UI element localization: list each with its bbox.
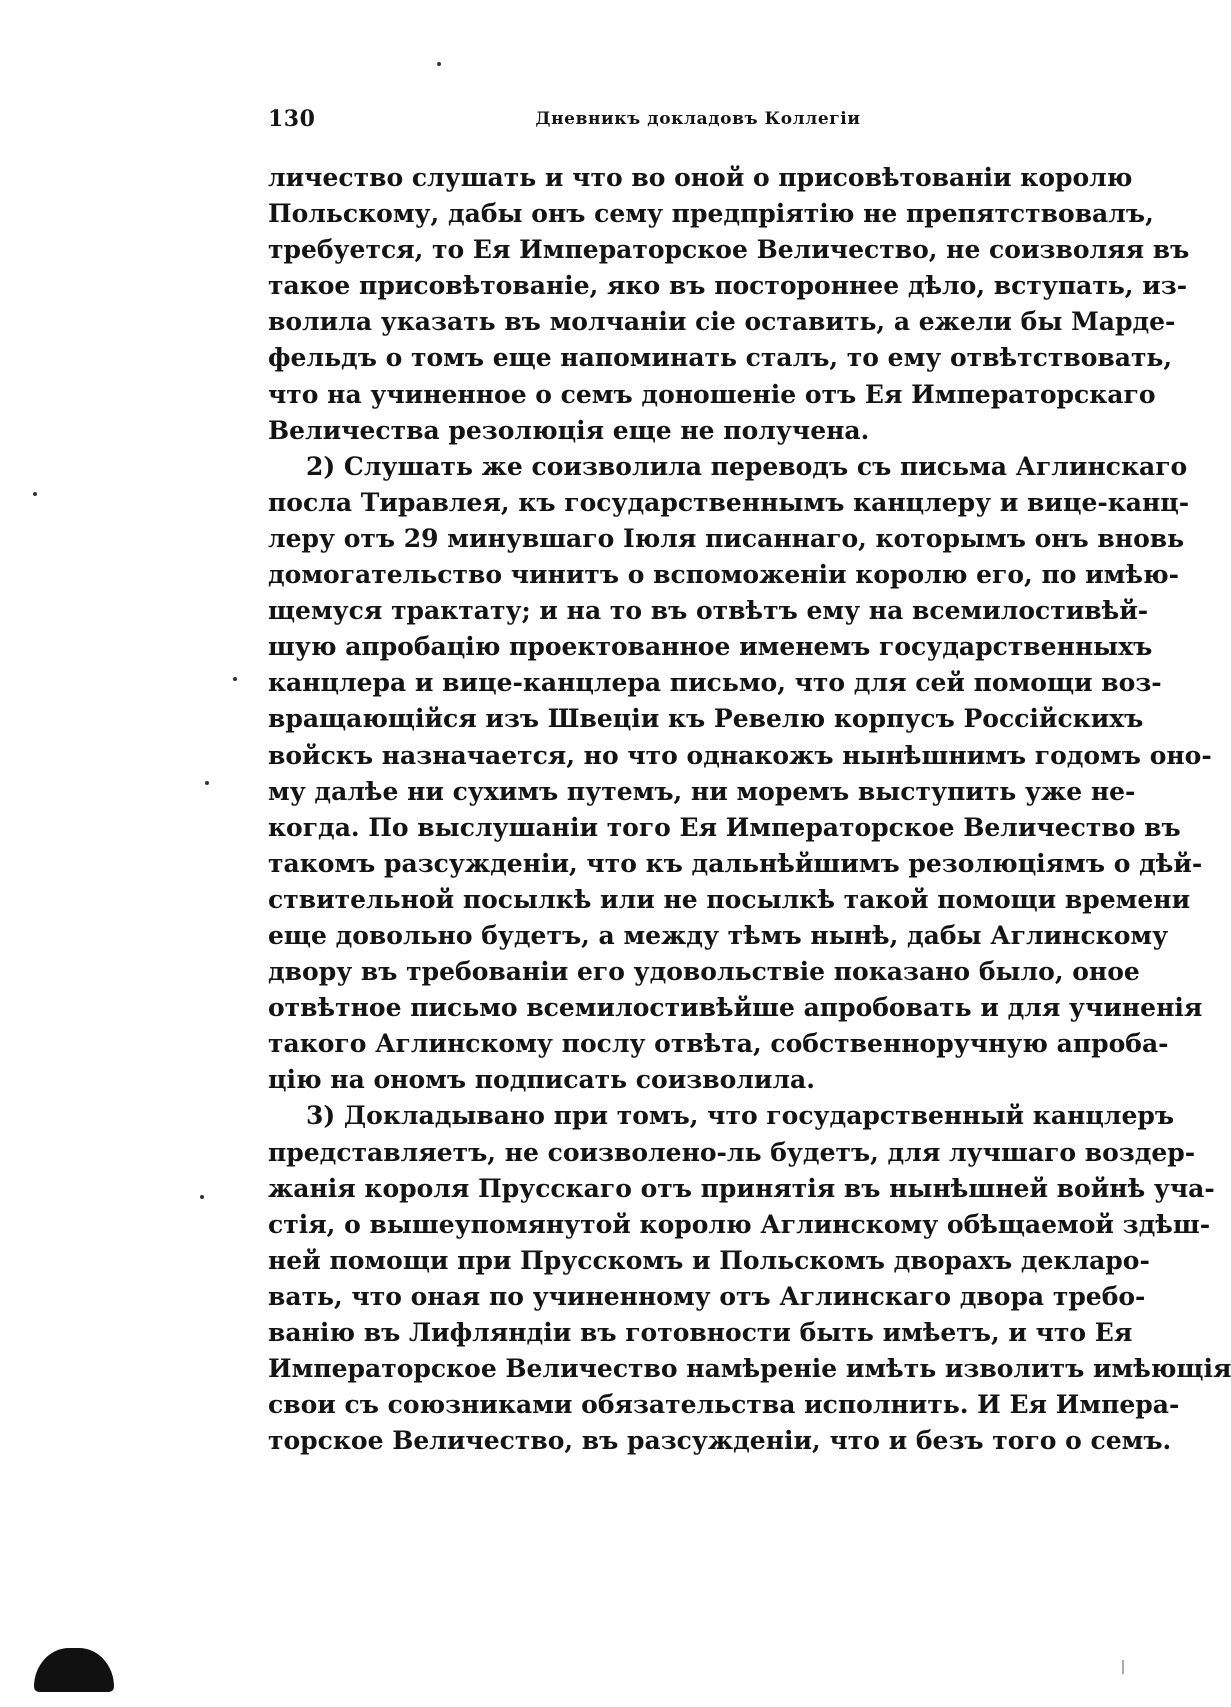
scan-speck [33,492,37,496]
text-line: отвѣтное письмо всемилостивѣйше апробовать и для учиненія [268,993,1203,1023]
text-line: щемуся трактату; и на то въ отвѣтъ ему на всемилостивѣй- [268,596,1149,626]
paragraph-start-line: 3) Докладывано при томъ, что государственный канцлеръ [306,1101,1175,1131]
text-line: ней помощи при Прусскомъ и Польскомъ дворахъ декларо- [268,1245,1150,1275]
text-line: волила указать въ молчаніи сіе оставить, а ежели бы Марде- [268,307,1176,337]
text-line: канцлера и вице-канцлера письмо, что для сей помощи воз- [268,668,1162,698]
text-line: что на учиненное о семъ доношеніе отъ Ея Императорскаго [268,379,1156,409]
body-text [268,160,1231,1459]
text-line: личество слушать и что во оной о присовѣтованіи королю [268,163,1133,192]
paragraph-start-line: 2) Слушать же соизволила переводъ съ письма Аглинскаго [306,451,1188,481]
text-line: требуется, то Ея Императорское Величество, не соизволяя въ [268,235,1190,265]
text-line: му далѣе ни сухимъ путемъ, ни моремъ выступить уже не- [268,776,1136,806]
text-line: ствительной посылкѣ или не посылкѣ такой помощи времени [268,884,1191,914]
ink-blot-mark [34,1648,114,1692]
scan-edge-mark [1122,1660,1124,1674]
text-line: вать, что оная по учиненному отъ Аглинскаго двора требо- [268,1281,1146,1311]
text-line: еще довольно будетъ, а между тѣмъ нынѣ, дабы Аглинскому [268,920,1169,950]
text-line: войскъ назначается, но что однакожъ нынѣшнимъ годомъ оно- [268,740,1212,770]
scan-speck [233,677,237,681]
text-line: ванію въ Лифляндіи въ готовности быть имѣетъ, и что Ея [268,1318,1133,1347]
page-number: 130 [268,106,316,132]
text-line: торское Величество, въ разсужденіи, что и безъ того о семъ. [268,1426,1172,1456]
text-line: посла Тиравлея, къ государственнымъ канцлеру и вице-канц- [268,487,1190,517]
text-line: такомъ разсужденіи, что къ дальнѣйшимъ резолюціямъ о дѣй- [268,848,1203,878]
text-line: такое присовѣтованіе, яко въ постороннее дѣло, вступать, из- [268,271,1188,301]
text-line: такого Аглинскому послу отвѣта, собственноручную апроба- [268,1029,1169,1059]
text-line: Польскому, дабы онъ сему предпріятію не препятствовалъ, [268,199,1154,229]
text-line: шую апробацію проектованное именемъ государственныхъ [268,632,1153,662]
text-line: представляетъ, не соизволено-ль будетъ, для лучшаго воздер- [268,1137,1196,1167]
scan-speck [437,62,441,66]
scan-speck [200,1195,204,1199]
text-line: вращающійся изъ Швеціи къ Ревелю корпусъ Россійскихъ [268,704,1144,734]
text-line: свои съ союзниками обязательства исполнить. И Ея Импера- [268,1390,1180,1420]
text-line: домогательство чинитъ о вспоможеніи королю его, по имѣю- [268,560,1179,590]
text-line: двору въ требованіи его удовольствіе показано было, оное [268,957,1140,987]
text-line: когда. По выслушаніи того Ея Императорское Величество въ [268,812,1181,842]
running-title: Дневникъ докладовъ Коллегіи [535,109,861,129]
scan-speck [205,781,209,785]
text-line: стія, о вышеупомянутой королю Аглинскому обѣщаемой здѣш- [268,1209,1211,1239]
text-line: цію на ономъ подписать соизволила. [268,1065,815,1095]
text-line: Императорское Величество намѣреніе имѣть изволитъ имѣющія [268,1354,1231,1384]
text-line: фельдъ о томъ еще напоминать сталъ, то ему отвѣтствовать, [268,343,1173,373]
text-line: жанія короля Прусскаго отъ принятія въ нынѣшней войнѣ уча- [268,1173,1215,1203]
text-line: Величества резолюція еще не получена. [268,415,870,445]
page-header [268,106,1046,142]
text-line: леру отъ 29 минувшаго Іюля писаннаго, которымъ онъ вновь [268,523,1185,553]
